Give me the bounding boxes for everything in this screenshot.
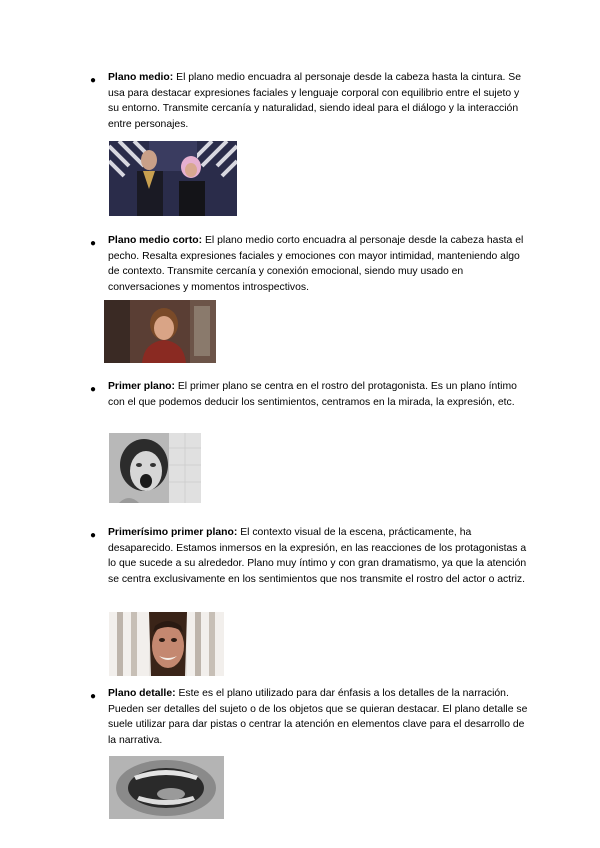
bullet: ● — [90, 384, 97, 395]
bullet: ● — [90, 238, 97, 249]
image-plano-detalle — [109, 756, 224, 819]
image-plano-medio-corto — [104, 300, 216, 363]
item-description: El plano medio corto encuadra al personaje desde la cabeza hasta el pecho. Resalta expresiones faciales y emociones con mayor intimidad, manteniendo algo de contexto. Transmite cercanía y conexión emocional, siendo muy usado en conversaciones y momentos introspectivos. — [108, 235, 524, 293]
item-paragraph — [108, 686, 528, 748]
item-description: El primer plano se centra en el rostro del protagonista. Es un plano íntimo con el que podemos deducir los sentimientos, centramos en la mirada, la expresión, etc. — [108, 381, 517, 408]
image-primer-plano — [109, 433, 201, 503]
bullet: ● — [90, 75, 97, 86]
item-term: Primer plano: — [108, 381, 175, 392]
item-term: Plano medio corto: — [108, 235, 203, 246]
item-description: El plano medio encuadra al personaje desde la cabeza hasta la cintura. Se usa para destacar expresiones faciales y lenguaje corporal con equilibrio entre el sujeto y su entorno. Transmite cercanía y naturalidad, siendo ideal para el diálogo y la interacción entre personajes. — [108, 72, 521, 130]
item-description: El contexto visual de la escena, prácticamente, ha desaparecido. Estamos inmersos en la expresión, en las reacciones de los protagonistas a lo que sucede a su alrededor. Plano muy íntimo y con gran dramatismo, ya que la atención se centra exclusivamente en los sentimientos que nos transmite el rostro del actor o actriz. — [108, 527, 527, 585]
bullet: ● — [90, 530, 97, 541]
item-paragraph — [108, 233, 528, 295]
image-primerisimo-primer-plano — [109, 612, 224, 676]
item-paragraph — [108, 379, 528, 410]
item-term: Plano medio: — [108, 72, 174, 83]
item-paragraph — [108, 70, 528, 132]
item-term: Primerísimo primer plano: — [108, 527, 238, 538]
item-description: Este es el plano utilizado para dar énfasis a los detalles de la narración. Pueden ser detalles del sujeto o de los objetos que se quieran destacar. El plano detalle se suele utilizar para dar pistas o centrar la atención en elementos clave para el desarrollo de la narrativa. — [108, 688, 528, 746]
item-paragraph — [108, 525, 528, 587]
bullet: ● — [90, 691, 97, 702]
image-plano-medio — [109, 141, 237, 216]
item-term: Plano detalle: — [108, 688, 176, 699]
